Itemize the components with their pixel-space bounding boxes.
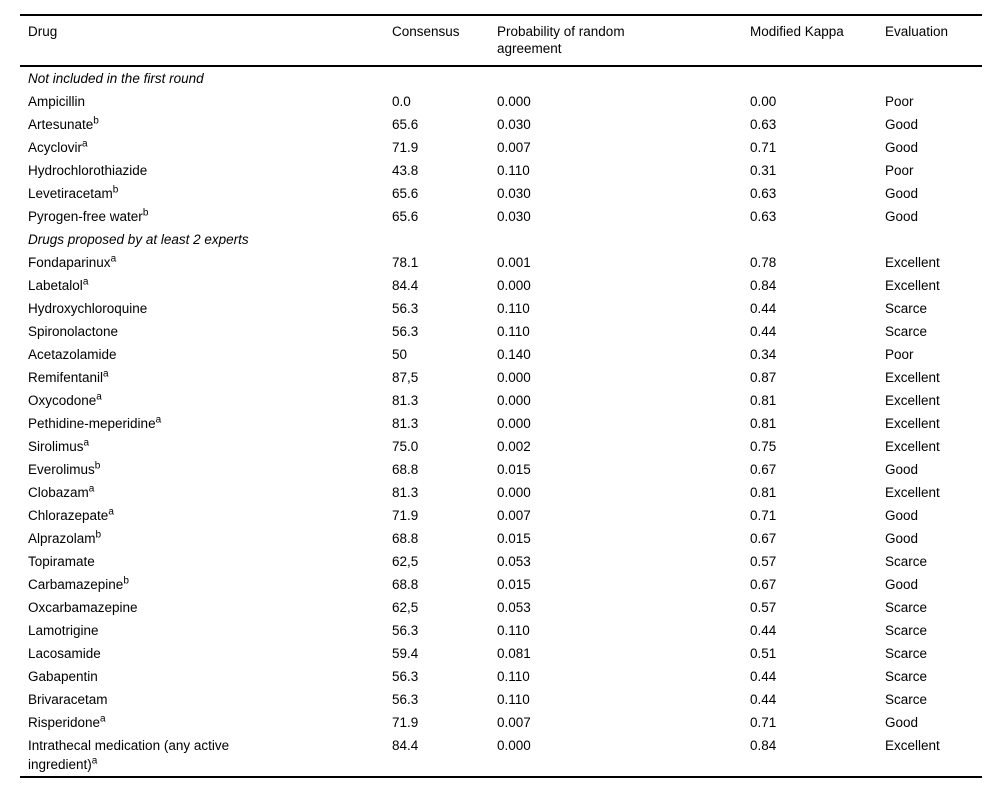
column-header-label: Probability of random agreement xyxy=(497,24,625,56)
kappa-cell: 0.00 xyxy=(750,94,777,109)
table-row xyxy=(20,251,982,274)
table-row xyxy=(20,412,982,435)
column-header-label: Drug xyxy=(28,24,58,39)
footnote-marker: a xyxy=(82,138,88,150)
drug-name: Acyclovir$^a$ xyxy=(28,138,88,155)
table-row xyxy=(20,159,982,182)
consensus-cell: 59.4 xyxy=(392,646,419,661)
footnote-marker: b xyxy=(94,460,101,472)
evaluation-cell: Scarce xyxy=(885,301,928,316)
probability-cell: 0.110 xyxy=(497,163,530,178)
drug-name: Risperidone$^a$ xyxy=(28,713,106,730)
evaluation-cell: Scarce xyxy=(885,646,928,661)
column-header-consensus xyxy=(392,15,497,66)
evaluation-cell: Scarce xyxy=(885,669,928,684)
consensus-cell: 56.3 xyxy=(392,623,419,638)
drug-name: Sirolimus$^a$ xyxy=(28,437,90,454)
consensus-cell: 0.0 xyxy=(392,94,411,109)
drug-cell xyxy=(20,297,392,320)
column-header-probability xyxy=(497,15,750,66)
kappa-cell: 0.87 xyxy=(750,370,777,385)
consensus-cell: 50 xyxy=(392,347,408,362)
evaluation-cell: Excellent xyxy=(885,439,940,454)
evaluation-cell: Scarce xyxy=(885,600,928,615)
drug-name: Ampicillin xyxy=(28,94,86,109)
table-body xyxy=(20,66,982,777)
table-row xyxy=(20,435,982,458)
drug-cell xyxy=(20,251,392,274)
drug-cell xyxy=(20,205,392,228)
evaluation-cell: Scarce xyxy=(885,623,928,638)
consensus-cell: 71.9 xyxy=(392,140,419,155)
table-row xyxy=(20,205,982,228)
footnote-marker: b xyxy=(93,115,99,127)
evaluation-cell: Good xyxy=(885,531,919,546)
probability-cell: 0.000 xyxy=(497,278,531,293)
consensus-cell: 68.8 xyxy=(392,577,419,592)
table-row xyxy=(20,481,982,504)
drug-cell xyxy=(20,481,392,504)
table-row xyxy=(20,596,982,619)
table-row xyxy=(20,688,982,711)
drug-cell xyxy=(20,458,392,481)
drug-name: Hydroxychloroquine xyxy=(28,301,148,316)
probability-cell: 0.053 xyxy=(497,600,531,615)
evaluation-cell: Excellent xyxy=(885,416,940,431)
table-row xyxy=(20,274,982,297)
probability-cell: 0.007 xyxy=(497,715,531,730)
evaluation-cell: Excellent xyxy=(885,393,940,408)
consensus-cell: 62,5 xyxy=(392,600,419,615)
footnote-marker: a xyxy=(88,483,95,495)
probability-cell: 0.001 xyxy=(497,255,531,270)
table-row xyxy=(20,573,982,596)
drug-name: Remifentanil$^a$ xyxy=(28,368,109,385)
kappa-cell: 0.67 xyxy=(750,577,777,592)
evaluation-cell: Poor xyxy=(885,94,914,109)
consensus-cell: 43.8 xyxy=(392,163,419,178)
drug-cell xyxy=(20,320,392,343)
drug-cell xyxy=(20,550,392,573)
table-row xyxy=(20,297,982,320)
drug-cell xyxy=(20,90,392,113)
footnote-marker: a xyxy=(108,506,114,518)
probability-cell: 0.081 xyxy=(497,646,531,661)
column-header-label: Modified Kappa xyxy=(750,24,844,39)
consensus-cell: 71.9 xyxy=(392,715,419,730)
footnote-marker: a xyxy=(82,276,89,288)
consensus-cell: 81.3 xyxy=(392,416,419,431)
table-row xyxy=(20,619,982,642)
probability-cell: 0.110 xyxy=(497,324,530,339)
drug-name: Clobazam$^a$ xyxy=(28,483,95,500)
table-row xyxy=(20,182,982,205)
drug-name: Spironolactone xyxy=(28,324,119,339)
footnote-marker: b xyxy=(95,529,102,541)
kappa-cell: 0.44 xyxy=(750,301,777,316)
table-row xyxy=(20,665,982,688)
evaluation-cell: Excellent xyxy=(885,738,940,753)
footnote-marker: a xyxy=(96,391,102,403)
header-row xyxy=(20,15,982,66)
drug-name: Pyrogen-free water$^b$ xyxy=(28,207,149,224)
kappa-cell: 0.57 xyxy=(750,600,777,615)
consensus-cell: 81.3 xyxy=(392,393,419,408)
probability-cell: 0.000 xyxy=(497,370,531,385)
drug-name: Everolimus$^b$ xyxy=(28,460,101,477)
table-row xyxy=(20,711,982,734)
probability-cell: 0.015 xyxy=(497,531,531,546)
evaluation-cell: Excellent xyxy=(885,278,940,293)
kappa-cell: 0.71 xyxy=(750,508,777,523)
consensus-cell: 68.8 xyxy=(392,531,419,546)
kappa-cell: 0.44 xyxy=(750,692,777,707)
kappa-cell: 0.57 xyxy=(750,554,777,569)
footnote-marker: b xyxy=(123,575,129,587)
drug-cell xyxy=(20,159,392,182)
kappa-cell: 0.67 xyxy=(750,462,777,477)
consensus-cell: 62,5 xyxy=(392,554,419,569)
table-row xyxy=(20,458,982,481)
probability-cell: 0.000 xyxy=(497,485,531,500)
drug-cell xyxy=(20,343,392,366)
consensus-cell: 65.6 xyxy=(392,209,419,224)
footnote-marker: a xyxy=(110,253,117,265)
kappa-cell: 0.63 xyxy=(750,117,777,132)
probability-cell: 0.110 xyxy=(497,669,530,684)
drug-name: Acetazolamide xyxy=(28,347,117,362)
drug-cell xyxy=(20,366,392,389)
drug-name: Carbamazepine$^b$ xyxy=(28,575,129,592)
drug-name: Fondaparinux$^a$ xyxy=(28,253,117,270)
consensus-cell: 75.0 xyxy=(392,439,419,454)
drug-cell xyxy=(20,389,392,412)
drug-name: Labetalol$^a$ xyxy=(28,276,89,293)
kappa-cell: 0.44 xyxy=(750,669,777,684)
table-header xyxy=(20,15,982,66)
evaluation-cell: Excellent xyxy=(885,255,940,270)
probability-cell: 0.110 xyxy=(497,301,530,316)
kappa-cell: 0.78 xyxy=(750,255,777,270)
evaluation-cell: Poor xyxy=(885,163,914,178)
probability-cell: 0.110 xyxy=(497,692,530,707)
drug-name: Artesunate$^b$ xyxy=(28,115,99,132)
drug-cell xyxy=(20,619,392,642)
drug-cell xyxy=(20,136,392,159)
kappa-cell: 0.44 xyxy=(750,623,777,638)
table-row xyxy=(20,343,982,366)
kappa-cell: 0.81 xyxy=(750,416,777,431)
column-header-kappa xyxy=(750,15,885,66)
drug-name: Chlorazepate$^a$ xyxy=(28,506,114,523)
probability-cell: 0.015 xyxy=(497,577,531,592)
kappa-cell: 0.44 xyxy=(750,324,777,339)
evaluation-cell: Good xyxy=(885,715,919,730)
table-row xyxy=(20,527,982,550)
consensus-cell: 65.6 xyxy=(392,186,419,201)
drug-name: Hydrochlorothiazide xyxy=(28,163,148,178)
drug-name: Lacosamide xyxy=(28,646,101,661)
evaluation-cell: Good xyxy=(885,508,919,523)
kappa-cell: 0.63 xyxy=(750,209,777,224)
consensus-cell: 68.8 xyxy=(392,462,419,477)
table-row xyxy=(20,320,982,343)
drug-cell xyxy=(20,182,392,205)
footnote-marker: b xyxy=(142,207,149,219)
section-row xyxy=(20,228,982,251)
evaluation-cell: Good xyxy=(885,140,919,155)
drug-cell xyxy=(20,688,392,711)
footnote-marker: a xyxy=(91,755,98,767)
drug-name: Pethidine-meperidine$^a$ xyxy=(28,414,162,431)
drug-cell xyxy=(20,113,392,136)
evaluation-cell: Good xyxy=(885,462,919,477)
table-row xyxy=(20,136,982,159)
footnote-marker: a xyxy=(100,713,106,725)
consensus-cell: 71.9 xyxy=(392,508,419,523)
probability-cell: 0.000 xyxy=(497,738,531,753)
section-row xyxy=(20,66,982,90)
kappa-cell: 0.51 xyxy=(750,646,777,661)
kappa-cell: 0.67 xyxy=(750,531,777,546)
column-header-evaluation xyxy=(885,15,982,66)
table-row xyxy=(20,734,982,777)
table-row xyxy=(20,642,982,665)
probability-cell: 0.030 xyxy=(497,186,531,201)
kappa-cell: 0.84 xyxy=(750,278,777,293)
kappa-cell: 0.34 xyxy=(750,347,777,362)
consensus-cell: 56.3 xyxy=(392,692,419,707)
footnote-marker: b xyxy=(112,184,119,196)
evaluation-cell: Good xyxy=(885,209,919,224)
probability-cell: 0.110 xyxy=(497,623,530,638)
drug-name: Brivaracetam xyxy=(28,692,108,707)
consensus-cell: 78.1 xyxy=(392,255,419,270)
drug-cell xyxy=(20,274,392,297)
column-header-label: Evaluation xyxy=(885,24,949,39)
table-row xyxy=(20,389,982,412)
section-label: Drugs proposed by at least 2 experts xyxy=(28,232,249,247)
evaluation-cell: Good xyxy=(885,577,919,592)
consensus-cell: 87,5 xyxy=(392,370,419,385)
probability-cell: 0.007 xyxy=(497,508,531,523)
drug-agreement-table xyxy=(20,14,982,778)
evaluation-cell: Scarce xyxy=(885,554,928,569)
kappa-cell: 0.84 xyxy=(750,738,777,753)
kappa-cell: 0.81 xyxy=(750,485,777,500)
drug-name: Oxycodone$^a$ xyxy=(28,391,102,408)
drug-cell xyxy=(20,642,392,665)
column-header-label: Consensus xyxy=(392,24,460,39)
table-row xyxy=(20,504,982,527)
probability-cell: 0.015 xyxy=(497,462,531,477)
probability-cell: 0.000 xyxy=(497,94,531,109)
section-label: Not included in the first round xyxy=(28,71,204,86)
consensus-cell: 84.4 xyxy=(392,738,419,753)
probability-cell: 0.030 xyxy=(497,209,531,224)
consensus-cell: 81.3 xyxy=(392,485,419,500)
table-row xyxy=(20,113,982,136)
consensus-cell: 56.3 xyxy=(392,301,419,316)
evaluation-cell: Good xyxy=(885,186,919,201)
drug-cell xyxy=(20,527,392,550)
probability-cell: 0.030 xyxy=(497,117,531,132)
probability-cell: 0.002 xyxy=(497,439,531,454)
kappa-cell: 0.75 xyxy=(750,439,777,454)
drug-cell xyxy=(20,435,392,458)
kappa-cell: 0.31 xyxy=(750,163,777,178)
evaluation-cell: Excellent xyxy=(885,485,940,500)
evaluation-cell: Poor xyxy=(885,347,914,362)
probability-cell: 0.140 xyxy=(497,347,531,362)
probability-cell: 0.053 xyxy=(497,554,531,569)
table-row xyxy=(20,550,982,573)
table-row xyxy=(20,366,982,389)
drug-cell xyxy=(20,596,392,619)
drug-cell xyxy=(20,711,392,734)
drug-name: Alprazolam$^b$ xyxy=(28,529,102,546)
drug-name: Lamotrigine xyxy=(28,623,99,638)
probability-cell: 0.000 xyxy=(497,416,531,431)
kappa-cell: 0.71 xyxy=(750,715,777,730)
kappa-cell: 0.63 xyxy=(750,186,777,201)
drug-cell xyxy=(20,573,392,596)
drug-cell xyxy=(20,412,392,435)
footnote-marker: a xyxy=(103,368,109,380)
consensus-cell: 56.3 xyxy=(392,324,419,339)
evaluation-cell: Excellent xyxy=(885,370,940,385)
evaluation-cell: Scarce xyxy=(885,324,928,339)
table-row xyxy=(20,90,982,113)
drug-name: Levetiracetam$^b$ xyxy=(28,184,119,201)
drug-cell xyxy=(20,734,392,777)
drug-name: Intrathecal medication (any active ingredient)$^a$ xyxy=(28,738,230,772)
drug-name: Oxcarbamazepine xyxy=(28,600,138,615)
footnote-marker: a xyxy=(155,414,162,426)
kappa-cell: 0.71 xyxy=(750,140,777,155)
consensus-cell: 56.3 xyxy=(392,669,419,684)
drug-cell xyxy=(20,665,392,688)
probability-cell: 0.000 xyxy=(497,393,531,408)
kappa-cell: 0.81 xyxy=(750,393,777,408)
consensus-cell: 84.4 xyxy=(392,278,419,293)
evaluation-cell: Good xyxy=(885,117,919,132)
drug-cell xyxy=(20,504,392,527)
consensus-cell: 65.6 xyxy=(392,117,419,132)
evaluation-cell: Scarce xyxy=(885,692,928,707)
footnote-marker: a xyxy=(83,437,90,449)
drug-name: Gabapentin xyxy=(28,669,98,684)
drug-name: Topiramate xyxy=(28,554,95,569)
probability-cell: 0.007 xyxy=(497,140,531,155)
column-header-drug xyxy=(20,15,392,66)
